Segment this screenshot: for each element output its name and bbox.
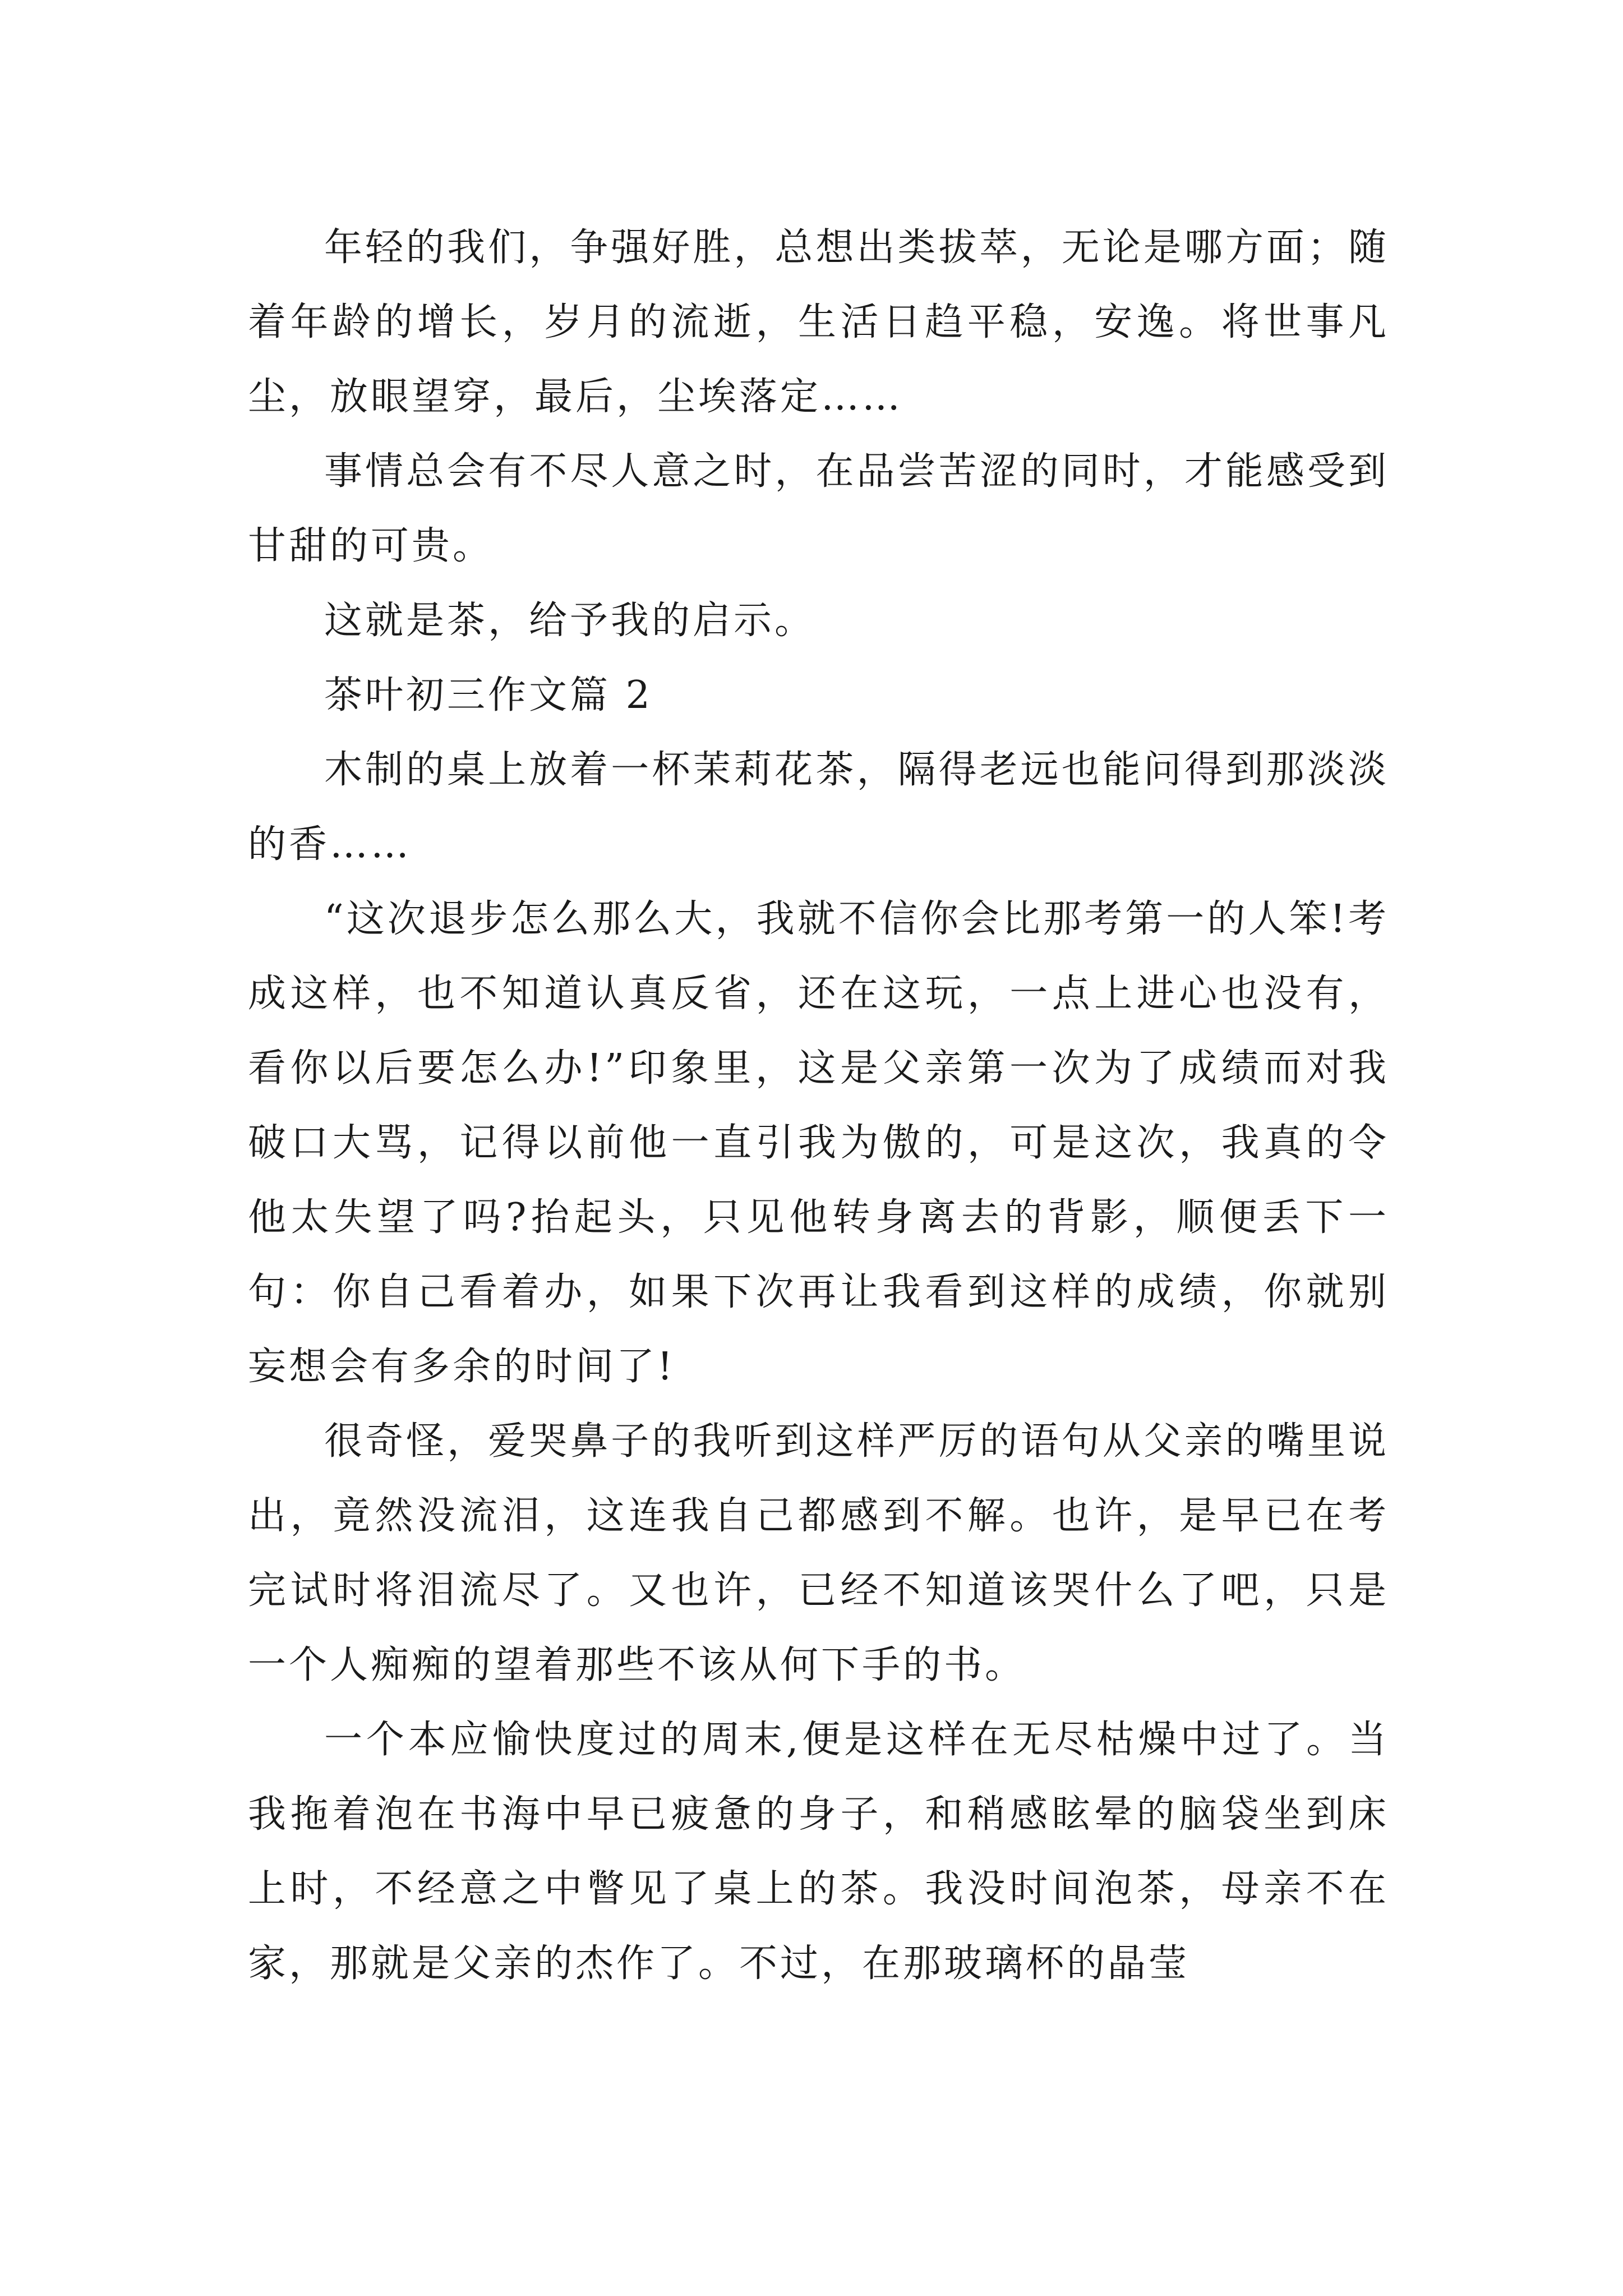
paragraph: “这次退步怎么那么大，我就不信你会比那考第一的人笨!考成这样，也不知道认真反省，还在这玩，一点上进心也没有，看你以后要怎么办!”印象里，这是父亲第一次为了成绩而对我破口大骂，记得以前他一直引我为傲的，可是这次，我真的令他太失望了吗?抬起头，只见他转身离去的背影，顺便丢下一句：你自己看着办，如果下次再让我看到这样的成绩，你就别妄想会有多余的时间了! bbox=[248, 897, 1389, 1389]
document-body bbox=[248, 210, 1389, 2001]
paragraph: 年轻的我们，争强好胜，总想出类拔萃，无论是哪方面；随着年龄的增长，岁月的流逝，生活日趋平稳，安逸。将世事凡尘，放眼望穿，最后，尘埃落定…… bbox=[248, 226, 1389, 419]
paragraph: 木制的桌上放着一杯茉莉花茶，隔得老远也能问得到那淡淡的香…… bbox=[248, 748, 1389, 867]
paragraph: 很奇怪，爱哭鼻子的我听到这样严厉的语句从父亲的嘴里说出，竟然没流泪，这连我自己都感到不解。也许，是早已在考完试时将泪流尽了。又也许，已经不知道该哭什么了吧，只是一个人痴痴的望着那些不该从何下手的书。 bbox=[248, 1419, 1389, 1687]
paragraph: 这就是茶，给予我的启示。 bbox=[324, 599, 816, 643]
section-heading: 茶叶初三作文篇 2 bbox=[324, 673, 653, 717]
paragraph: 事情总会有不尽人意之时，在品尝苦涩的同时，才能感受到甘甜的可贵。 bbox=[248, 449, 1389, 568]
paragraph: 一个本应愉快度过的周末,便是这样在无尽枯燥中过了。当我拖着泡在书海中早已疲惫的身子，和稍感眩晕的脑袋坐到床上时，不经意之中瞥见了桌上的茶。我没时间泡茶，母亲不在家，那就是父亲的杰作了。不过，在那玻璃杯的晶莹 bbox=[248, 1718, 1389, 1986]
